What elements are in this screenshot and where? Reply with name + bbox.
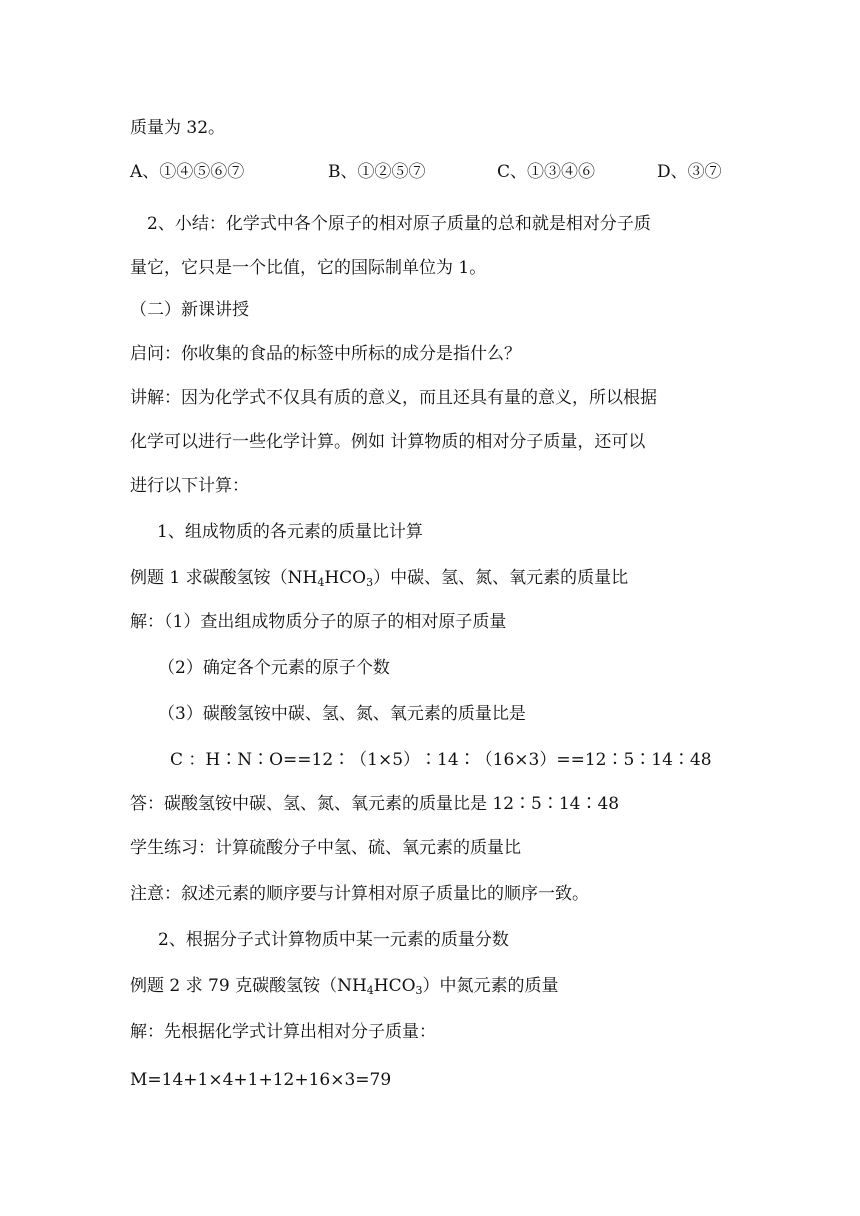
example-1: 例题 1 求碳酸氢铵$(NH_4HCO_3)$中碳、氢、氮、氧元素的质量比 <box>130 568 629 589</box>
formula-line: C ：H∶N∶O==12∶（1×5）∶14∶（16×3）==12∶5∶14∶48 <box>170 750 712 770</box>
text-line: 答：碳酸氢铵中碳、氢、氮、氧元素的质量比是 12∶5∶14∶48 <box>130 794 620 814</box>
text-line: 2、小结：化学式中各个原子的相对原子质量的总和就是相对分子质 <box>147 214 651 234</box>
section-heading: （二）新课讲授 <box>130 300 249 320</box>
answer-options <box>130 160 735 184</box>
option-c: C、①③④⑥ <box>497 162 596 182</box>
option-a: A、①④⑤⑥⑦ <box>130 162 245 182</box>
text-line: 学生练习：计算硫酸分子中氢、硫、氧元素的质量比 <box>130 838 521 858</box>
example-2: 例题 2 求 79 克碳酸氢铵$(NH_4HCO_3)$中氮元素的质量 <box>130 976 559 997</box>
subsection-heading: 2、根据分子式计算物质中某一元素的质量分数 <box>158 930 509 950</box>
formula-line: M=14+1×4+1+12+16×3=79 <box>130 1070 392 1090</box>
text-line: （3）碳酸氢铵中碳、氢、氮、氧元素的质量比是 <box>158 704 526 724</box>
text-line: （2）确定各个元素的原子个数 <box>158 658 390 678</box>
text-line: 化学可以进行一些化学计算。例如 计算物质的相对分子质量，还可以 <box>130 432 646 452</box>
text-line: 解：（1）查出组成物质分子的原子的相对原子质量 <box>130 612 507 632</box>
text-line: 讲解：因为化学式不仅具有质的意义，而且还具有量的意义，所以根据 <box>130 388 657 408</box>
text-line: 量它，它只是一个比值，它的国际制单位为 1。 <box>130 258 487 278</box>
text-line: 进行以下计算： <box>130 476 249 496</box>
text-line: 解：先根据化学式计算出相对分子质量： <box>130 1022 436 1042</box>
text-line: 启问：你收集的食品的标签中所标的成分是指什么？ <box>130 344 521 364</box>
subsection-heading: 1、组成物质的各元素的质量比计算 <box>157 522 423 542</box>
option-d: D、③⑦ <box>657 162 722 182</box>
text-line: 质量为 32。 <box>130 118 226 138</box>
option-b: B、①②⑤⑦ <box>328 162 426 182</box>
text-line: 注意：叙述元素的顺序要与计算相对原子质量比的顺序一致。 <box>130 884 589 904</box>
